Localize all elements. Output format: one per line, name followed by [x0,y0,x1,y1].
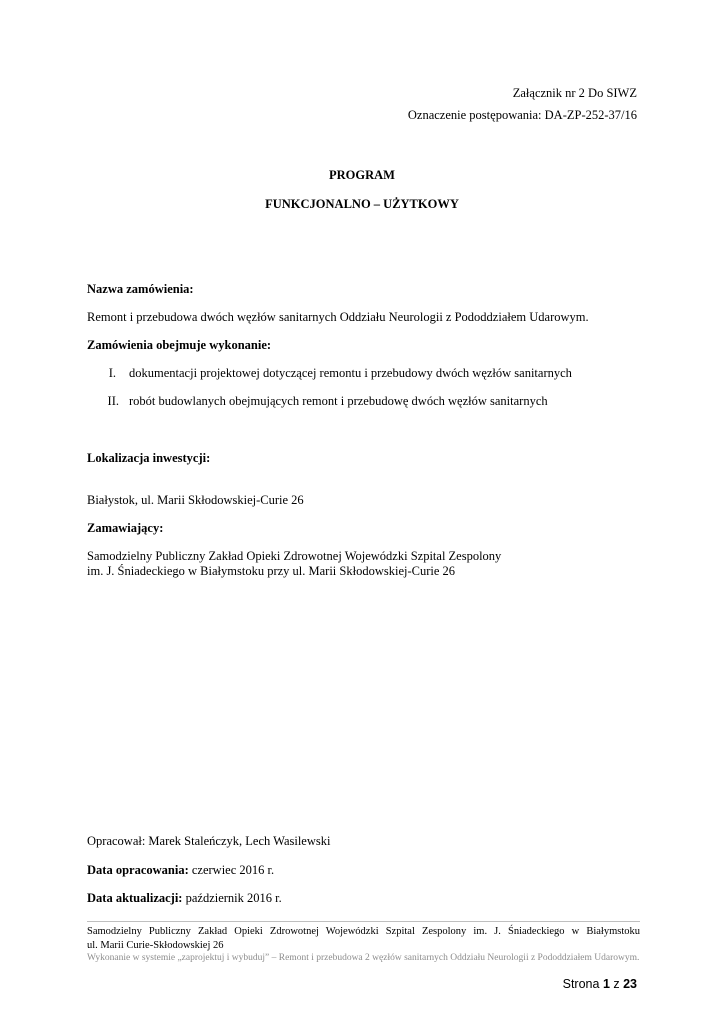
document-subtitle: FUNKCJONALNO – UŻYTKOWY [265,197,459,211]
footer-note: Wykonanie w systemie „zaprojektuj i wybuduj” – Remont i przebudowa 2 węzłów sanitarnych Oddziału Neurologii z Pododdziałem Udarowym. [87,953,640,963]
scope-item [0,394,724,409]
page-separator: z [609,977,624,991]
date-updated-value: październik 2016 r. [182,891,282,905]
date-prepared-value: czerwiec 2016 r. [188,863,275,877]
scope-item-number: I. [108,366,116,380]
client-name-line2: im. J. Śniadeckiego w Białymstoku przy ul. Marii Skłodowskiej-Curie 26 [87,564,456,578]
location-value: Białystok, ul. Marii Skłodowskiej-Curie 26 [87,493,304,507]
authors: Opracował: Marek Staleńczyk, Lech Wasilewski [87,834,331,848]
page-prefix: Strona [562,977,603,991]
date-updated [87,891,282,906]
page-total: 23 [623,977,637,991]
scope-item-text: robót budowlanych obejmujących remont i przebudowę dwóch węzłów sanitarnych [129,394,548,408]
footer-divider [87,921,640,922]
scope-item-text: dokumentacji projektowej dotyczącej remontu i przebudowy dwóch węzłów sanitarnych [129,366,572,380]
scope-item [0,366,724,381]
date-prepared-label: Data opracowania: [87,863,189,877]
client-label: Zamawiający: [87,521,164,535]
footer-address: ul. Marii Curie-Skłodowskiej 26 [87,940,224,951]
date-updated-label: Data aktualizacji: [87,891,183,905]
page-number [563,977,637,991]
procedure-number: Oznaczenie postępowania: DA-ZP-252-37/16 [407,108,637,122]
footer-institution: Samodzielny Publiczny Zakład Opieki Zdrowotnej Wojewódzki Szpital Zespolony im. J. Śniadeckiego w Białymstoku [87,926,640,937]
attachment-label: Załącznik nr 2 Do SIWZ [512,86,637,100]
page-current: 1 [602,977,610,991]
scope-item-number: II. [107,394,119,408]
date-prepared [87,863,274,878]
order-name-value: Remont i przebudowa dwóch węzłów sanitarnych Oddziału Neurologii z Pododdziałem Udarowym. [87,310,589,324]
client-name-line1: Samodzielny Publiczny Zakład Opieki Zdrowotnej Wojewódzki Szpital Zespolony [87,549,502,563]
order-name-label: Nazwa zamówienia: [87,282,194,296]
location-label: Lokalizacja inwestycji: [87,451,211,465]
scope-label: Zamówienia obejmuje wykonanie: [87,338,272,352]
document-title: PROGRAM [329,168,395,182]
